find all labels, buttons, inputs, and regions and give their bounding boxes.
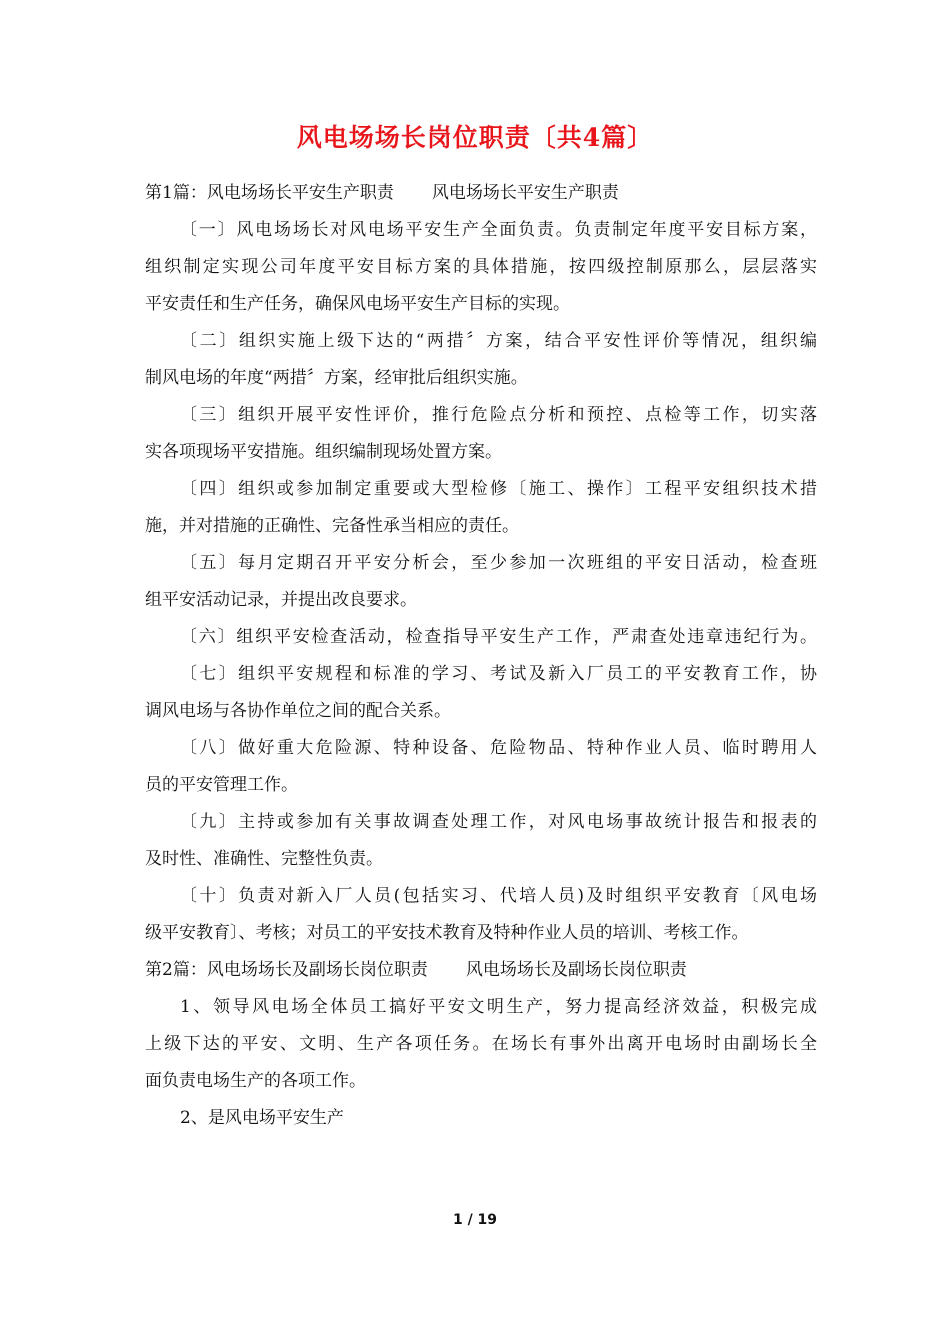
paragraph-line: 〔二〕组织实施上级下达的“两措〞方案，结合平安性评价等情况，组织编 [180, 331, 817, 351]
paragraph-line: 上级下达的平安、文明、生产各项任务。在场长有事外出离开电场时由副场长全 [145, 1034, 817, 1054]
paragraph-line: 2、是风电场平安生产 [180, 1108, 344, 1128]
section-heading-1 [145, 178, 817, 215]
section-heading-1-label: 第1篇：风电场场长平安生产职责 [145, 183, 394, 203]
paragraph-line: 级平安教育〕、考核；对员工的平安技术教育及特种作业人员的培训、考核工作。 [145, 923, 749, 943]
paragraph-line: 及时性、准确性、完整性负责。 [145, 849, 383, 869]
paragraph-line: 面负责电场生产的各项工作。 [145, 1071, 366, 1091]
paragraph-line: 1、领导风电场全体员工搞好平安文明生产，努力提高经济效益，积极完成 [180, 997, 817, 1017]
paragraph-line: 〔三〕组织开展平安性评价，推行危险点分析和预控、点检等工作，切实落 [180, 405, 817, 425]
paragraph-line: 制风电场的年度“两措〞方案，经审批后组织实施。 [145, 368, 528, 388]
paragraph-line: 实各项现场平安措施。组织编制现场处置方案。 [145, 442, 502, 462]
paragraph-line: 调风电场与各协作单位之间的配合关系。 [145, 701, 451, 721]
document-body [145, 178, 817, 1140]
section-heading-2-tail: 风电场场长及副场长岗位职责 [465, 960, 687, 980]
section-heading-2 [145, 955, 817, 992]
paragraph-line: 〔十〕负责对新入厂人员(包括实习、代培人员)及时组织平安教育〔风电场 [180, 886, 817, 906]
paragraph-line: 〔四〕组织或参加制定重要或大型检修〔施工、操作〕工程平安组织技术措 [180, 479, 817, 499]
paragraph-line: 施，并对措施的正确性、完备性承当相应的责任。 [145, 516, 519, 536]
paragraph-line: 〔九〕主持或参加有关事故调查处理工作，对风电场事故统计报告和报表的 [180, 812, 817, 832]
page-number: 1 / 19 [452, 1212, 498, 1228]
paragraph-line: 组织制定实现公司年度平安目标方案的具体措施，按四级控制原那么，层层落实 [145, 257, 817, 277]
paragraph-line: 〔一〕风电场场长对风电场平安生产全面负责。负责制定年度平安目标方案， [180, 220, 817, 240]
paragraph-line: 〔八〕做好重大危险源、特种设备、危险物品、特种作业人员、临时聘用人 [180, 738, 817, 758]
section-heading-1-tail: 风电场场长平安生产职责 [431, 183, 619, 203]
paragraph-line: 员的平安管理工作。 [145, 775, 298, 795]
paragraph-line: 组平安活动记录，并提出改良要求。 [145, 590, 417, 610]
paragraph-line: 〔六〕组织平安检查活动，检查指导平安生产工作，严肃查处违章违纪行为。 [180, 627, 817, 647]
paragraph-line: 平安责任和生产任务，确保风电场平安生产目标的实现。 [145, 294, 570, 314]
document-title: 风电场场长岗位职责〔共4篇〕 [296, 123, 654, 152]
paragraph-line: 〔七〕组织平安规程和标准的学习、考试及新入厂员工的平安教育工作，协 [180, 664, 817, 684]
section-heading-2-label: 第2篇：风电场场长及副场长岗位职责 [145, 960, 428, 980]
paragraph-line: 〔五〕每月定期召开平安分析会，至少参加一次班组的平安日活动，检查班 [180, 553, 817, 573]
